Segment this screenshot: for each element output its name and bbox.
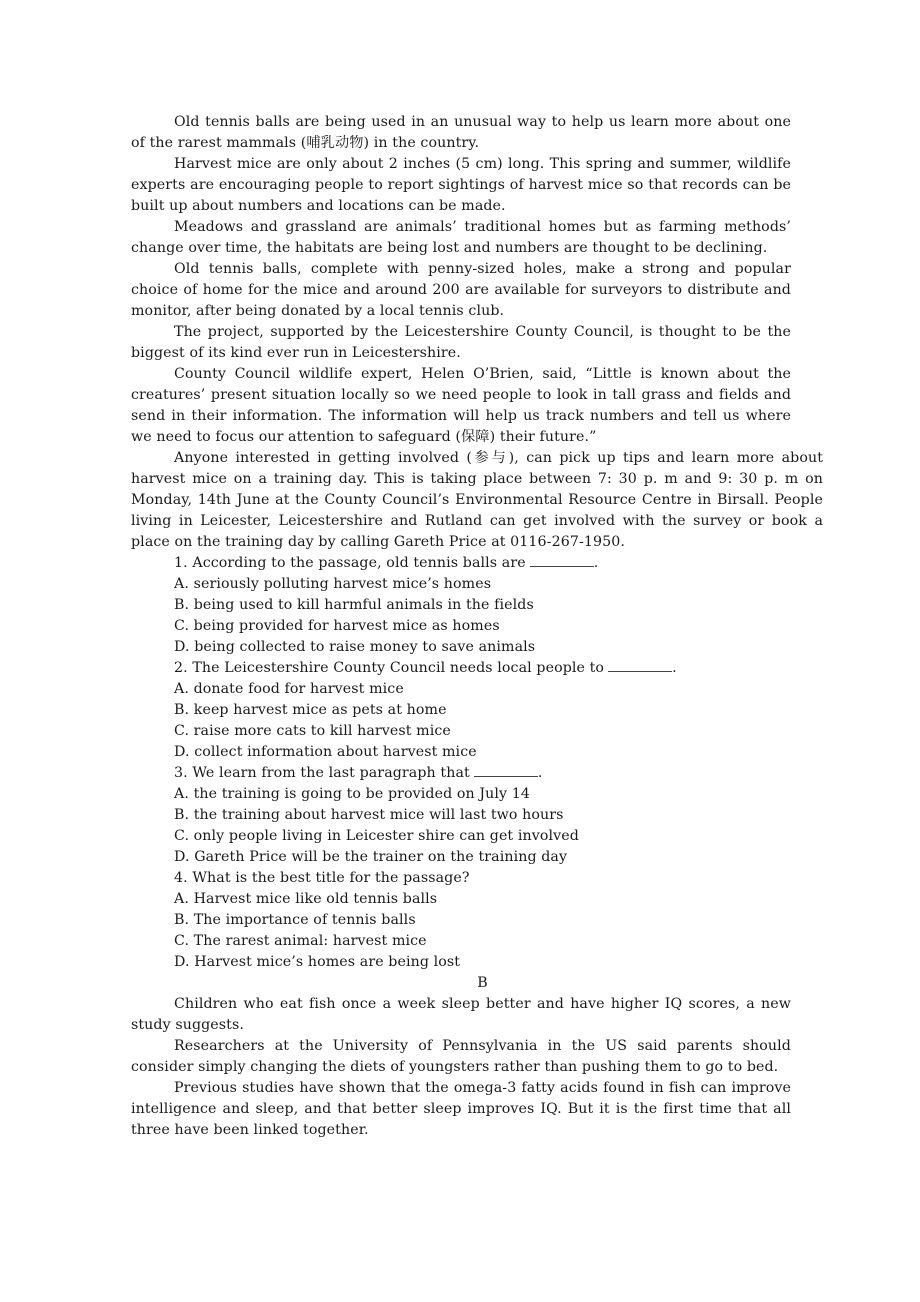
passage-b xyxy=(131,973,791,1141)
option-b: B. being used to kill harmful animals in the fields xyxy=(174,597,534,613)
question-4 xyxy=(131,868,791,973)
paragraph: Old tennis balls, complete with penny-sized holes, make a strong and popular choice of home for the mice and around 200 are available for surveyors to distribute and monitor, after being donated by a local tennis club. xyxy=(131,261,791,319)
option-d: D. Gareth Price will be the trainer on the training day xyxy=(174,849,568,865)
option-b: B. keep harvest mice as pets at home xyxy=(174,702,447,718)
option-c: C. only people living in Leicester shire can get involved xyxy=(174,828,579,844)
answer-blank xyxy=(530,553,594,567)
question-1 xyxy=(131,553,791,658)
option-b: B. the training about harvest mice will last two hours xyxy=(174,807,564,823)
paragraph: Previous studies have shown that the omega-3 fatty acids found in fish can improve intelligence and sleep, and that better sleep improves IQ. But it is the first time that all three have been linked together. xyxy=(131,1080,791,1138)
question-stem xyxy=(131,763,791,784)
paragraph: Anyone interested in getting involved (参与), can pick up tips and learn more about harvest mice on a training day. This is taking place between 7: 30 p. m and 9: 30 p. m on Monday, 14th June at the County Council’s Environmental Resource Centre in Birsall. People living in Leicester, Leicestershire and Rutland can get involved with the survey or book a place on the training day by calling Gareth Price at 0116-267-1950. xyxy=(131,450,823,550)
paragraph: Old tennis balls are being used in an unusual way to help us learn more about one of the rarest mammals (哺乳动物) in the country. xyxy=(131,114,791,151)
paragraph: The project, supported by the Leicestershire County Council, is thought to be the biggest of its kind ever run in Leicestershire. xyxy=(131,324,791,361)
period: . xyxy=(672,660,677,676)
answer-blank xyxy=(608,658,672,672)
period: . xyxy=(537,765,543,781)
option-c: C. The rarest animal: harvest mice xyxy=(174,933,427,949)
option-a: A. donate food for harvest mice xyxy=(174,681,404,697)
question-stem xyxy=(131,553,791,574)
document-page xyxy=(131,112,823,1141)
option-d: D. Harvest mice’s homes are being lost xyxy=(174,954,461,970)
question-stem xyxy=(131,658,791,679)
section-label: B xyxy=(477,975,488,991)
paragraph: Harvest mice are only about 2 inches (5 cm) long. This spring and summer, wildlife experts are encouraging people to report sightings of harvest mice so that records can be built up about numbers and locations can be made. xyxy=(131,156,791,214)
question-2 xyxy=(131,658,791,763)
option-d: D. being collected to raise money to save animals xyxy=(174,639,536,655)
passage-a xyxy=(131,112,823,553)
paragraph: County Council wildlife expert, Helen O’Brien, said, “Little is known about the creatures’ present situation locally so we need people to look in tall grass and fields and send in their information. The information will help us track numbers and tell us where we need to focus our attention to safeguard (保障) their future.” xyxy=(131,366,791,445)
question-stem-text: 2. The Leicestershire County Council needs local people to xyxy=(174,660,605,676)
question-stem: 4. What is the best title for the passage? xyxy=(174,870,470,886)
option-c: C. being provided for harvest mice as homes xyxy=(174,618,500,634)
period: . xyxy=(593,555,599,571)
answer-blank xyxy=(474,763,538,777)
option-a: A. seriously polluting harvest mice’s homes xyxy=(174,576,492,592)
option-a: A. the training is going to be provided on July 14 xyxy=(174,786,531,802)
option-a: A. Harvest mice like old tennis balls xyxy=(174,891,438,907)
paragraph: Meadows and grassland are animals’ traditional homes but as farming methods’ change over time, the habitats are being lost and numbers are thought to be declining. xyxy=(131,219,791,256)
question-stem-text: 3. We learn from the last paragraph that xyxy=(174,765,470,781)
question-3 xyxy=(131,763,791,868)
question-stem-text: 1. According to the passage, old tennis balls are xyxy=(174,555,526,571)
option-b: B. The importance of tennis balls xyxy=(174,912,416,928)
option-c: C. raise more cats to kill harvest mice xyxy=(174,723,451,739)
option-d: D. collect information about harvest mice xyxy=(174,744,477,760)
paragraph: Researchers at the University of Pennsylvania in the US said parents should consider simply changing the diets of youngsters rather than pushing them to go to bed. xyxy=(131,1038,791,1075)
paragraph: Children who eat fish once a week sleep better and have higher IQ scores, a new study suggests. xyxy=(131,996,791,1033)
question-list xyxy=(131,553,791,973)
